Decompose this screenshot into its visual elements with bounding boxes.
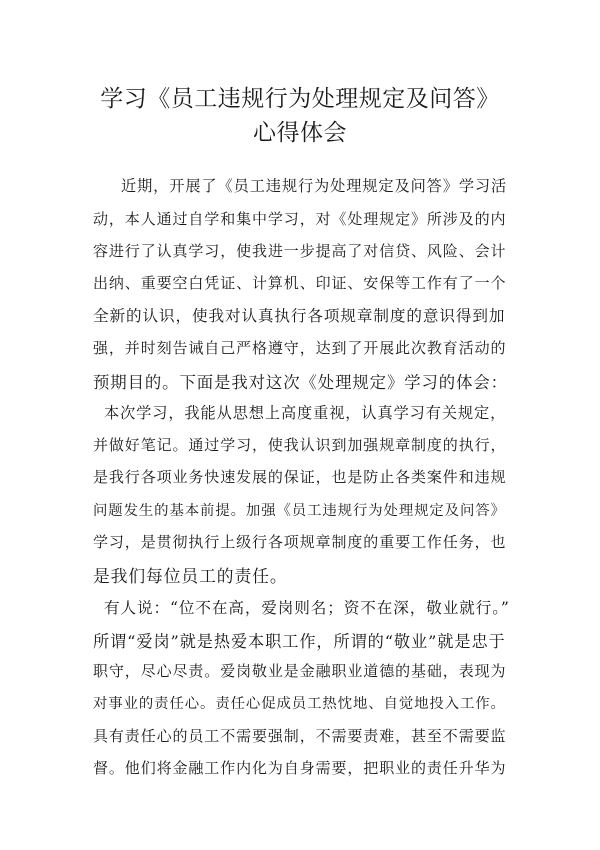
body-line-8: 本次学习，我能从思想上高度重视，认真学习有关规定， (104, 404, 507, 422)
body-line-16: 职守，尽心尽责。爱岗敬业是金融职业道德的基础，表现为 (93, 662, 507, 680)
body-line-4: 出纳、重要空白凭证、计算机、印证、安保等工作有了一个 (93, 274, 507, 292)
body-line-7: 预期目的。下面是我对这次《处理规定》学习的体会： (93, 373, 508, 392)
body-line-19: 督。他们将金融工作内化为自身需要，把职业的责任升华为 (93, 759, 507, 777)
body-line-3: 容进行了认真学习，使我进一步提高了对信贷、风险、会计 (93, 242, 507, 260)
body-line-17: 对事业的责任心。责任心促成员工热忱地、自觉地投入工作。 (93, 696, 506, 712)
body-line-2: 动，本人通过自学和集中学习，对《处理规定》所涉及的内 (93, 210, 507, 228)
body-line-1: 近期，开展了《员工违规行为处理规定及问答》学习活 (121, 177, 508, 195)
body-line-6: 强，并时刻告诫自己严格遵守，达到了开展此次教育活动的 (93, 339, 507, 357)
body-line-5: 全新的认识，使我对认真执行各项规章制度的意识得到加 (93, 307, 506, 325)
body-line-11: 问题发生的基本前提。加强《员工违规行为处理规定及问答》 (93, 503, 506, 519)
body-line-13: 是我们每位员工的责任。 (93, 566, 288, 586)
body-line-15: 所谓“爱岗”就是热爱本职工作，所谓的“敬业”就是忠于 (93, 632, 506, 651)
body-line-14: 有人说：“位不在高，爱岗则名；资不在深，敬业就行。” (104, 599, 510, 617)
body-line-18: 具有责任心的员工不需要强制，不需要责难，甚至不需要监 (93, 727, 507, 745)
body-line-10: 是我行各项业务快速发展的保证，也是防止各类案件和违规 (93, 468, 507, 486)
body-line-9: 并做好笔记。通过学习，使我认识到加强规章制度的执行， (93, 436, 507, 454)
document-title-line1: 学习《员工违规行为处理规定及问答》 (100, 86, 500, 112)
body-line-12: 学习，是贯彻执行上级行各项规章制度的重要工作任务，也 (93, 533, 507, 551)
document-title-line2: 心得体会 (253, 120, 347, 146)
